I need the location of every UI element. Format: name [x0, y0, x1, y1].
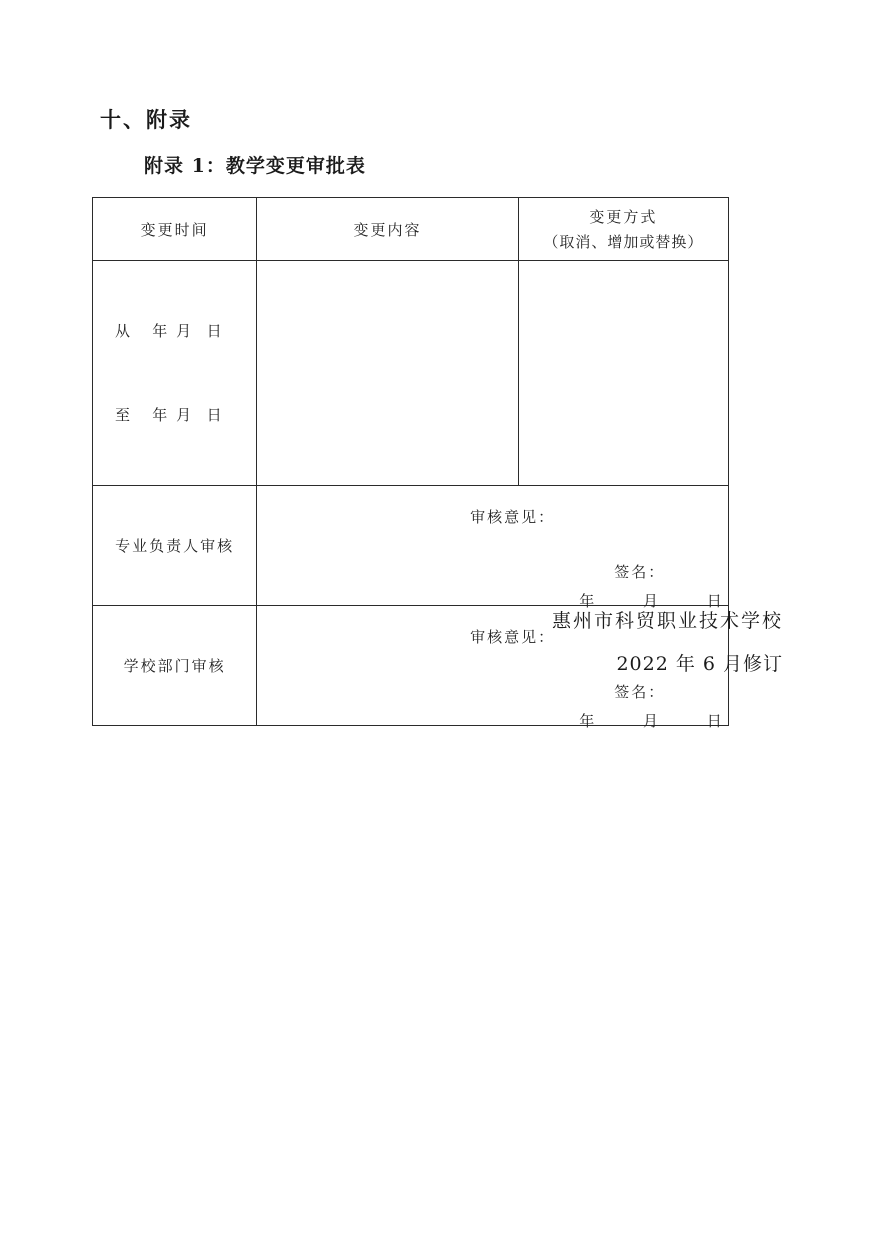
school-review-label: 学校部门审核 [93, 606, 257, 726]
table-row-dates [93, 261, 729, 486]
header-change-method-label: 变更方式 [589, 208, 658, 226]
major-review-label: 专业负责人审核 [93, 486, 257, 606]
major-review-opinion-label: 审核意见： [470, 508, 556, 526]
header-change-time: 变更时间 [93, 198, 257, 261]
table-row-major-review [93, 486, 729, 606]
change-time-cell [93, 261, 257, 486]
date-to-line: 至 年 月 日 [115, 406, 224, 424]
change-method-cell[interactable] [518, 261, 728, 486]
major-review-cell[interactable] [257, 486, 729, 610]
section-title: 十、附录 [100, 107, 192, 132]
header-change-content: 变更内容 [257, 198, 518, 261]
school-review-signature-label: 签名： [614, 683, 666, 701]
major-review-signature-label: 签名： [614, 563, 666, 581]
school-review-opinion-label: 审核意见： [470, 628, 556, 646]
approval-table [92, 197, 729, 730]
footer-revision-date: 2022 年 6 月修订 [616, 653, 783, 675]
date-from-line: 从 年 月 日 [115, 322, 224, 340]
appendix-title: 附录 1：教学变更审批表 [144, 155, 366, 177]
header-change-method [518, 198, 728, 261]
major-review-date-line: 年 月 日 [579, 592, 724, 610]
table-header-row [93, 198, 729, 261]
header-change-method-note: （取消、增加或替换） [543, 233, 704, 251]
change-content-cell[interactable] [257, 261, 518, 486]
school-review-date-line: 年 月 日 [579, 712, 724, 730]
footer-school-name: 惠州市科贸职业技术学校 [551, 610, 783, 632]
